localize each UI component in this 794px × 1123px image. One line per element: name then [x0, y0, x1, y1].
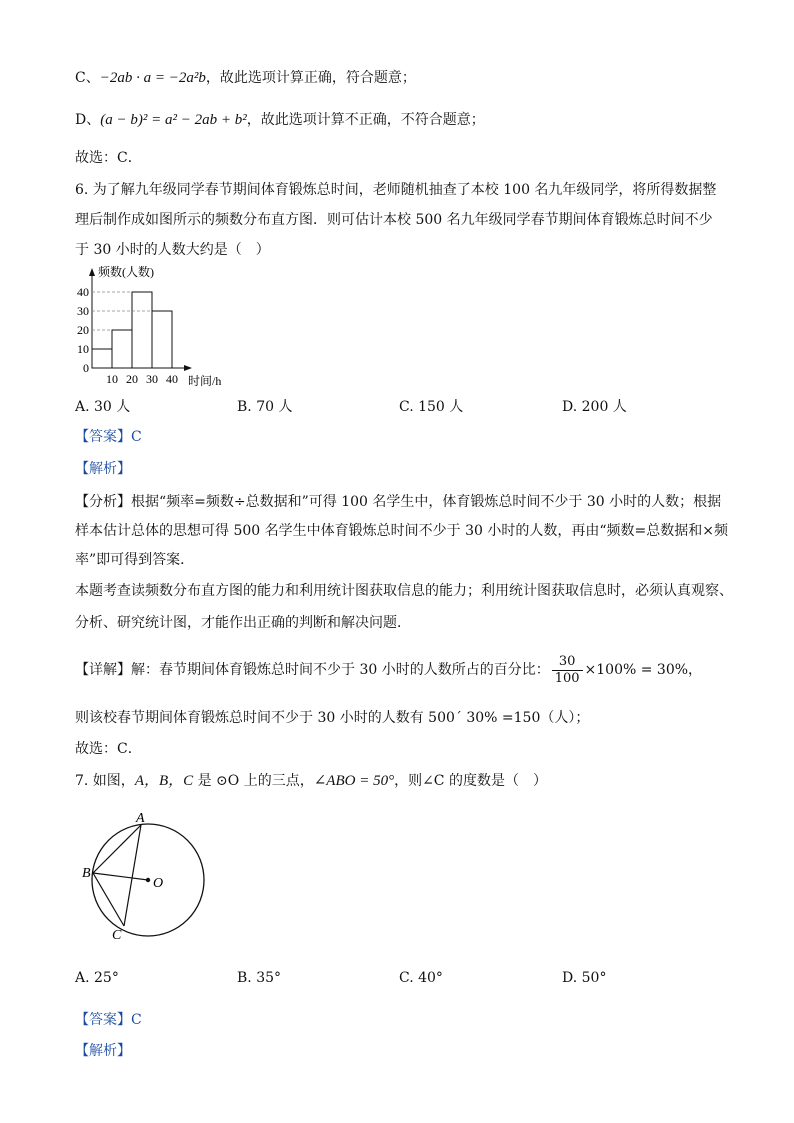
y-tick-label: 20: [77, 323, 89, 337]
q6-detail-fraction: [552, 654, 583, 687]
prev-option-d: [75, 110, 485, 130]
bar-30-40: [152, 311, 172, 368]
q6-detail: [75, 650, 702, 690]
q6-stem-line3: 于 30 小时的人数大约是（ ）: [75, 242, 270, 258]
y-tick-label: 0: [83, 361, 89, 375]
q6-analysis-line2: 样本估计总体的思想可得 500 名学生中体育锻炼总时间不少于 30 小时的人数，再由“频数=总数据和×频: [75, 523, 728, 539]
x-axis-label: 时间/h: [188, 374, 222, 388]
y-tick-label: 40: [77, 285, 89, 299]
q7-stem-angle: ∠ABO = 50°: [313, 773, 395, 789]
prev-option-c-math: −2ab · a = −2a²b: [99, 70, 206, 86]
label-c: C: [112, 928, 122, 943]
prev-option-c-label: C、: [75, 70, 100, 86]
center-point-o: [146, 878, 150, 882]
chord-bc: [93, 873, 124, 926]
q6-analysis-line5: 分析、研究统计图，才能作出正确的判断和解决问题．: [75, 615, 411, 631]
q6-choice: 故选：C．: [75, 741, 142, 757]
q6-option-d: D. 200 人: [562, 399, 627, 415]
q6-stem-line1: 6. 为了解九年级同学春节期间体育锻炼总时间，老师随机抽查了本校 100 名九年级同学，将所得数据整: [75, 182, 717, 198]
label-o: O: [153, 876, 164, 891]
q6-stem-line2: 理后制作成如图所示的频数分布直方图．则可估计本校 500 名九年级同学春节期间体育锻炼总时间不少: [75, 212, 713, 228]
q6-analysis-line3: 率”即可得到答案．: [75, 552, 195, 568]
q6-fraction-denominator: 100: [554, 670, 580, 686]
q7-stem-suffix: ，则∠C 的度数是（ ）: [394, 773, 547, 789]
q7-stem: [75, 771, 547, 791]
q6-option-a: A. 30 人: [75, 399, 131, 415]
prev-option-d-label: D、: [75, 112, 101, 128]
prev-option-c: [75, 68, 416, 88]
q6-detail-line2: 则该校春节期间体育锻炼总时间不少于 30 小时的人数有 500´ 30% =150（人）；: [75, 710, 590, 726]
y-axis-label: 频数(人数): [98, 265, 154, 279]
q6-option-c: C. 150 人: [399, 399, 464, 415]
q7-option-c: C. 40°: [399, 970, 443, 986]
segment-bo: [93, 873, 148, 880]
x-tick-label: 30: [146, 372, 158, 386]
y-tick-label: 10: [77, 342, 89, 356]
q6-analysis-line1: 【分析】根据“频率=频数÷总数据和”可得 100 名学生中，体育锻炼总时间不少于 30 小时的人数；根据: [75, 494, 722, 510]
circle-figure: [78, 806, 218, 946]
prev-option-d-text: ，故此选项计算不正确，不符合题意；: [246, 112, 485, 128]
y-tick-label: 30: [77, 304, 89, 318]
q7-stem-mid: 是 ⊙O 上的三点，: [193, 773, 314, 789]
q6-option-b: B. 70 人: [237, 399, 293, 415]
histogram-chart: [70, 262, 240, 388]
x-tick-label: 20: [126, 372, 138, 386]
q7-stem-prefix: 7. 如图，: [75, 773, 135, 789]
q6-jiexi: 【解析】: [75, 461, 131, 477]
q6-analysis-line4: 本题考查读频数分布直方图的能力和利用统计图获取信息的能力；利用统计图获取信息时，必须认真观察、: [75, 583, 733, 599]
q6-answer: 【答案】C: [75, 429, 142, 445]
q6-detail-prefix: 【详解】解：春节期间体育锻炼总时间不少于 30 小时的人数所占的百分比：: [75, 662, 550, 678]
label-a: A: [136, 811, 145, 826]
q6-detail-suffix: ×100% = 30%，: [584, 662, 703, 678]
bar-0-10: [92, 349, 112, 368]
q7-answer: 【答案】C: [75, 1012, 142, 1028]
x-tick-label: 10: [106, 372, 118, 386]
q7-option-a: A. 25°: [75, 970, 119, 986]
prev-choice: 故选：C．: [75, 150, 142, 166]
q6-fraction-numerator: 30: [552, 654, 583, 671]
x-axis-arrow: [184, 365, 192, 371]
bar-10-20: [112, 330, 132, 368]
q7-jiexi: 【解析】: [75, 1043, 131, 1059]
q7-stem-points: A，B，C: [134, 773, 194, 789]
label-b: B: [82, 866, 91, 881]
bar-20-30: [132, 292, 152, 368]
prev-option-d-math: (a − b)² = a² − 2ab + b²: [100, 112, 247, 128]
q7-option-b: B. 35°: [237, 970, 282, 986]
prev-option-c-text: ，故此选项计算正确，符合题意；: [205, 70, 416, 86]
x-tick-label: 40: [166, 372, 178, 386]
q7-option-d: D. 50°: [562, 970, 607, 986]
y-axis-arrow: [89, 268, 95, 276]
